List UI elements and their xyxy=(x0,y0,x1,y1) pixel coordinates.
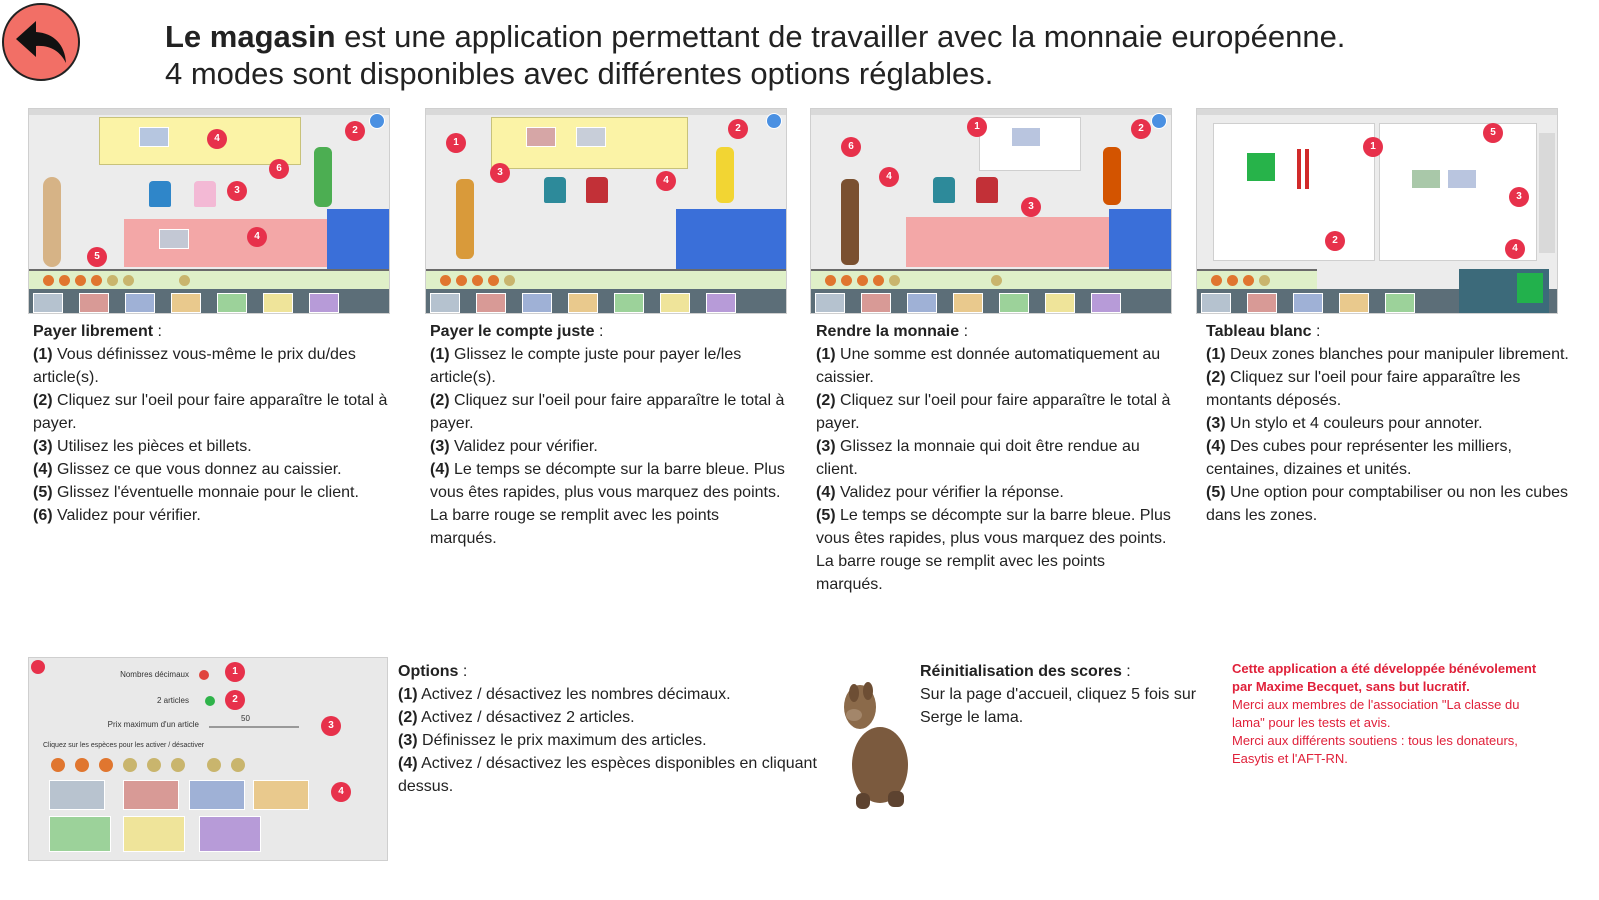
species-label: Cliquez sur les espèces pour les activer / désactiver xyxy=(43,742,205,749)
step-number: (3) xyxy=(33,438,53,455)
credits xyxy=(1232,660,1552,768)
step-number: (3) xyxy=(430,438,450,455)
step-number: (2) xyxy=(430,392,450,409)
mode-payer-compte-juste: Payer le compte juste : (1) Glissez le compte juste pour payer le/les article(s). (2) Cliquez sur l'oeil pour faire apparaître le total à payer. (3) Validez pour vérifier. (4) Le temps se décompte sur la barre bleue. Plus vous êtes rapides, plus vous marquez des points. La barre rouge se remplit avec les points marqués. xyxy=(430,320,790,550)
step-text: Validez pour vérifier la réponse. xyxy=(835,484,1064,501)
step-number: (3) xyxy=(398,732,418,749)
step-text: Un stylo et 4 couleurs pour annoter. xyxy=(1225,415,1483,432)
step-number: (1) xyxy=(398,686,418,703)
step-text: Des cubes pour représenter les milliers, centaines, dizaines et unités. xyxy=(1206,438,1512,478)
step-text: Une somme est donnée automatiquement au caissier. xyxy=(816,346,1161,386)
options-panel-screenshot: Nombres décimaux 1 2 articles 2 Prix maximum d'un article 50 3 Cliquez sur les espèces pour les activer / désactiver 4 xyxy=(28,657,388,861)
step-text: Validez pour vérifier. xyxy=(449,438,598,455)
step-text: Cliquez sur l'oeil pour faire apparaître les montants déposés. xyxy=(1206,369,1521,409)
step-text: Activez / désactivez les nombres décimaux. xyxy=(417,686,731,703)
mode-rendre-monnaie: Rendre la monnaie : (1) Une somme est donnée automatiquement au caissier. (2) Cliquez sur l'oeil pour faire apparaître le total à payer. (3) Glissez la monnaie qui doit être rendue au client. (4) Validez pour vérifier la réponse. (5) Le temps se décompte sur la barre bleue. Plus vous êtes rapides, plus vous marquez des points. La barre rouge se remplit avec les points marqués. xyxy=(816,320,1176,596)
step-text: Le temps se décompte sur la barre bleue. Plus vous êtes rapides, plus vous marquez des points. xyxy=(816,507,1171,547)
mode-title: Payer le compte juste xyxy=(430,323,595,340)
screenshot-rendre-monnaie: 1 2 6 4 3 xyxy=(810,108,1172,314)
step-number: (4) xyxy=(33,461,53,478)
step-number: (2) xyxy=(816,392,836,409)
step-number: (2) xyxy=(33,392,53,409)
llama-plush-image xyxy=(832,665,922,815)
step-text: Utilisez les pièces et billets. xyxy=(52,438,252,455)
page-header xyxy=(165,18,1545,92)
step-number: (4) xyxy=(816,484,836,501)
step-text: Glissez l'éventuelle monnaie pour le client. xyxy=(52,484,359,501)
screenshot-payer-compte-juste: 1 2 3 4 xyxy=(425,108,787,314)
step-text: Glissez le compte juste pour payer le/les article(s). xyxy=(430,346,742,386)
step-text: Cliquez sur l'oeil pour faire apparaître le total à payer. xyxy=(33,392,388,432)
step-number: (3) xyxy=(1206,415,1226,432)
max-price-value: 50 xyxy=(241,714,250,723)
step-number: (4) xyxy=(398,755,418,772)
step-text: Validez pour vérifier. xyxy=(52,507,201,524)
max-price-label: Prix maximum d'un article xyxy=(107,720,199,729)
step-text: Glissez ce que vous donnez au caissier. xyxy=(52,461,342,478)
step-number: (4) xyxy=(1206,438,1226,455)
screenshot-payer-librement: 4 2 6 3 4 5 xyxy=(28,108,390,314)
step-text: Glissez la monnaie qui doit être rendue au client. xyxy=(816,438,1140,478)
step-text: Activez / désactivez 2 articles. xyxy=(417,709,635,726)
mode-title: Rendre la monnaie xyxy=(816,323,960,340)
reset-scores-description xyxy=(920,660,1210,729)
step-number: (5) xyxy=(33,484,53,501)
undo-arrow-icon xyxy=(14,17,70,67)
step-number: (2) xyxy=(1206,369,1226,386)
header-line2: 4 modes sont disponibles avec différentes options réglables. xyxy=(165,56,994,91)
step-text: Cliquez sur l'oeil pour faire apparaître le total à payer. xyxy=(816,392,1171,432)
step-number: (1) xyxy=(430,346,450,363)
mode-tableau-blanc: Tableau blanc : (1) Deux zones blanches pour manipuler librement. (2) Cliquez sur l'oeil pour faire apparaître les montants déposés. (3) Un stylo et 4 couleurs pour annoter. (4) Des cubes pour représenter les milliers, centaines, dizaines et unités. (5) Une option pour comptabiliser ou non les cubes dans les zones. xyxy=(1206,323,1569,524)
step-number: (5) xyxy=(816,507,836,524)
back-button[interactable] xyxy=(2,3,80,81)
app-name: Le magasin xyxy=(165,19,336,54)
step-text: Une option pour comptabiliser ou non les cubes dans les zones. xyxy=(1206,484,1568,524)
credits-thanks-association: Merci aux membres de l'association "La classe du lama" pour les tests et avis. xyxy=(1232,697,1520,730)
step-number: (6) xyxy=(33,507,53,524)
credits-thanks-donors: Merci aux différents soutiens : tous les donateurs, Easytis et l'AFT-RN. xyxy=(1232,733,1518,766)
step-number: (4) xyxy=(430,461,450,478)
step-text: Le temps se décompte sur la barre bleue. Plus vous êtes rapides, plus vous marquez des points. xyxy=(430,461,785,501)
step-number: (3) xyxy=(816,438,836,455)
mode-extra: La barre rouge se remplit avec les points marqués. xyxy=(816,553,1106,593)
step-number: (5) xyxy=(1206,484,1226,501)
reset-title-suffix: : xyxy=(1121,663,1131,680)
options-title-suffix: : xyxy=(458,663,468,680)
step-number: (1) xyxy=(1206,346,1226,363)
step-text: Définissez le prix maximum des articles. xyxy=(417,732,707,749)
decimals-label: Nombres décimaux xyxy=(120,670,189,679)
reset-title: Réinitialisation des scores xyxy=(920,663,1122,680)
reset-text: Sur la page d'accueil, cliquez 5 fois sur Serge le lama. xyxy=(920,686,1197,726)
step-text: Activez / désactivez les espèces disponibles en cliquant dessus. xyxy=(398,755,817,795)
header-line1: est une application permettant de travailler avec la monnaie européenne. xyxy=(335,19,1346,54)
step-text: Vous définissez vous-même le prix du/des article(s). xyxy=(33,346,356,386)
step-text: Cliquez sur l'oeil pour faire apparaître le total à payer. xyxy=(430,392,785,432)
credits-author: Cette application a été développée bénévolement par Maxime Becquet, sans but lucratif. xyxy=(1232,661,1537,694)
mode-extra: La barre rouge se remplit avec les points marqués. xyxy=(430,507,720,547)
step-number: (2) xyxy=(398,709,418,726)
options-description xyxy=(398,660,818,798)
mode-payer-librement: Payer librement : (1) Vous définissez vous-même le prix du/des article(s). (2) Cliquez sur l'oeil pour faire apparaître le total à payer. (3) Utilisez les pièces et billets. (4) Glissez ce que vous donnez au caissier. (5) Glissez l'éventuelle monnaie pour le client. (6) Validez pour vérifier. xyxy=(33,323,388,524)
mode-title: Tableau blanc xyxy=(1206,323,1312,340)
articles-label: 2 articles xyxy=(156,696,189,705)
screenshot-tableau-blanc: 1 5 3 2 4 xyxy=(1196,108,1558,314)
options-title: Options xyxy=(398,663,459,680)
step-number: (1) xyxy=(33,346,53,363)
mode-title: Payer librement xyxy=(33,323,154,340)
step-number: (1) xyxy=(816,346,836,363)
step-text: Deux zones blanches pour manipuler librement. xyxy=(1225,346,1569,363)
